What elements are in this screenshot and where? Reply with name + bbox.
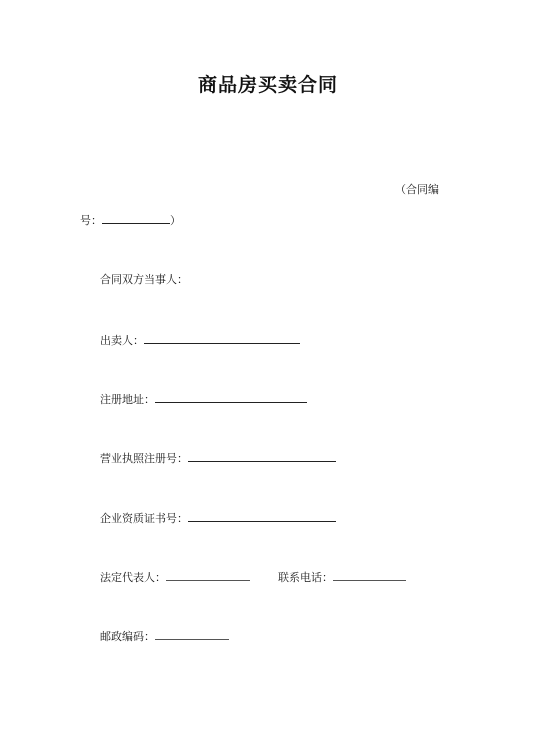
qualification-blank[interactable]: [188, 511, 336, 522]
license-label: 营业执照注册号：: [100, 452, 188, 465]
qualification-label: 企业资质证书号：: [100, 512, 188, 525]
legal-rep-blank[interactable]: [166, 570, 250, 581]
legal-rep-line: [100, 570, 250, 585]
reg-address-blank[interactable]: [155, 392, 307, 403]
seller-blank[interactable]: [144, 333, 300, 344]
phone-line: [278, 570, 406, 585]
license-blank[interactable]: [188, 451, 336, 462]
postcode-blank[interactable]: [155, 629, 229, 640]
parties-heading: 合同双方当事人：: [100, 273, 188, 286]
reg-address-label: 注册地址：: [100, 393, 155, 406]
phone-blank[interactable]: [333, 570, 406, 581]
document-title: 商品房买卖合同: [197, 74, 338, 96]
postcode-label: 邮政编码：: [100, 630, 155, 643]
seller-label: 出卖人：: [100, 334, 144, 347]
reg-address-line: [100, 392, 307, 407]
legal-rep-label: 法定代表人：: [100, 571, 166, 584]
phone-label: 联系电话：: [278, 571, 333, 584]
license-line: [100, 451, 336, 466]
contract-number-blank[interactable]: [102, 213, 170, 224]
contract-number-prefix: （合同编: [395, 183, 439, 196]
contract-number-suffix: ）: [170, 214, 181, 227]
qualification-line: [100, 511, 336, 526]
postcode-line: [100, 629, 229, 644]
contract-number-line: [80, 213, 181, 228]
contract-number-label: 号：: [80, 214, 102, 227]
seller-line: [100, 333, 300, 348]
